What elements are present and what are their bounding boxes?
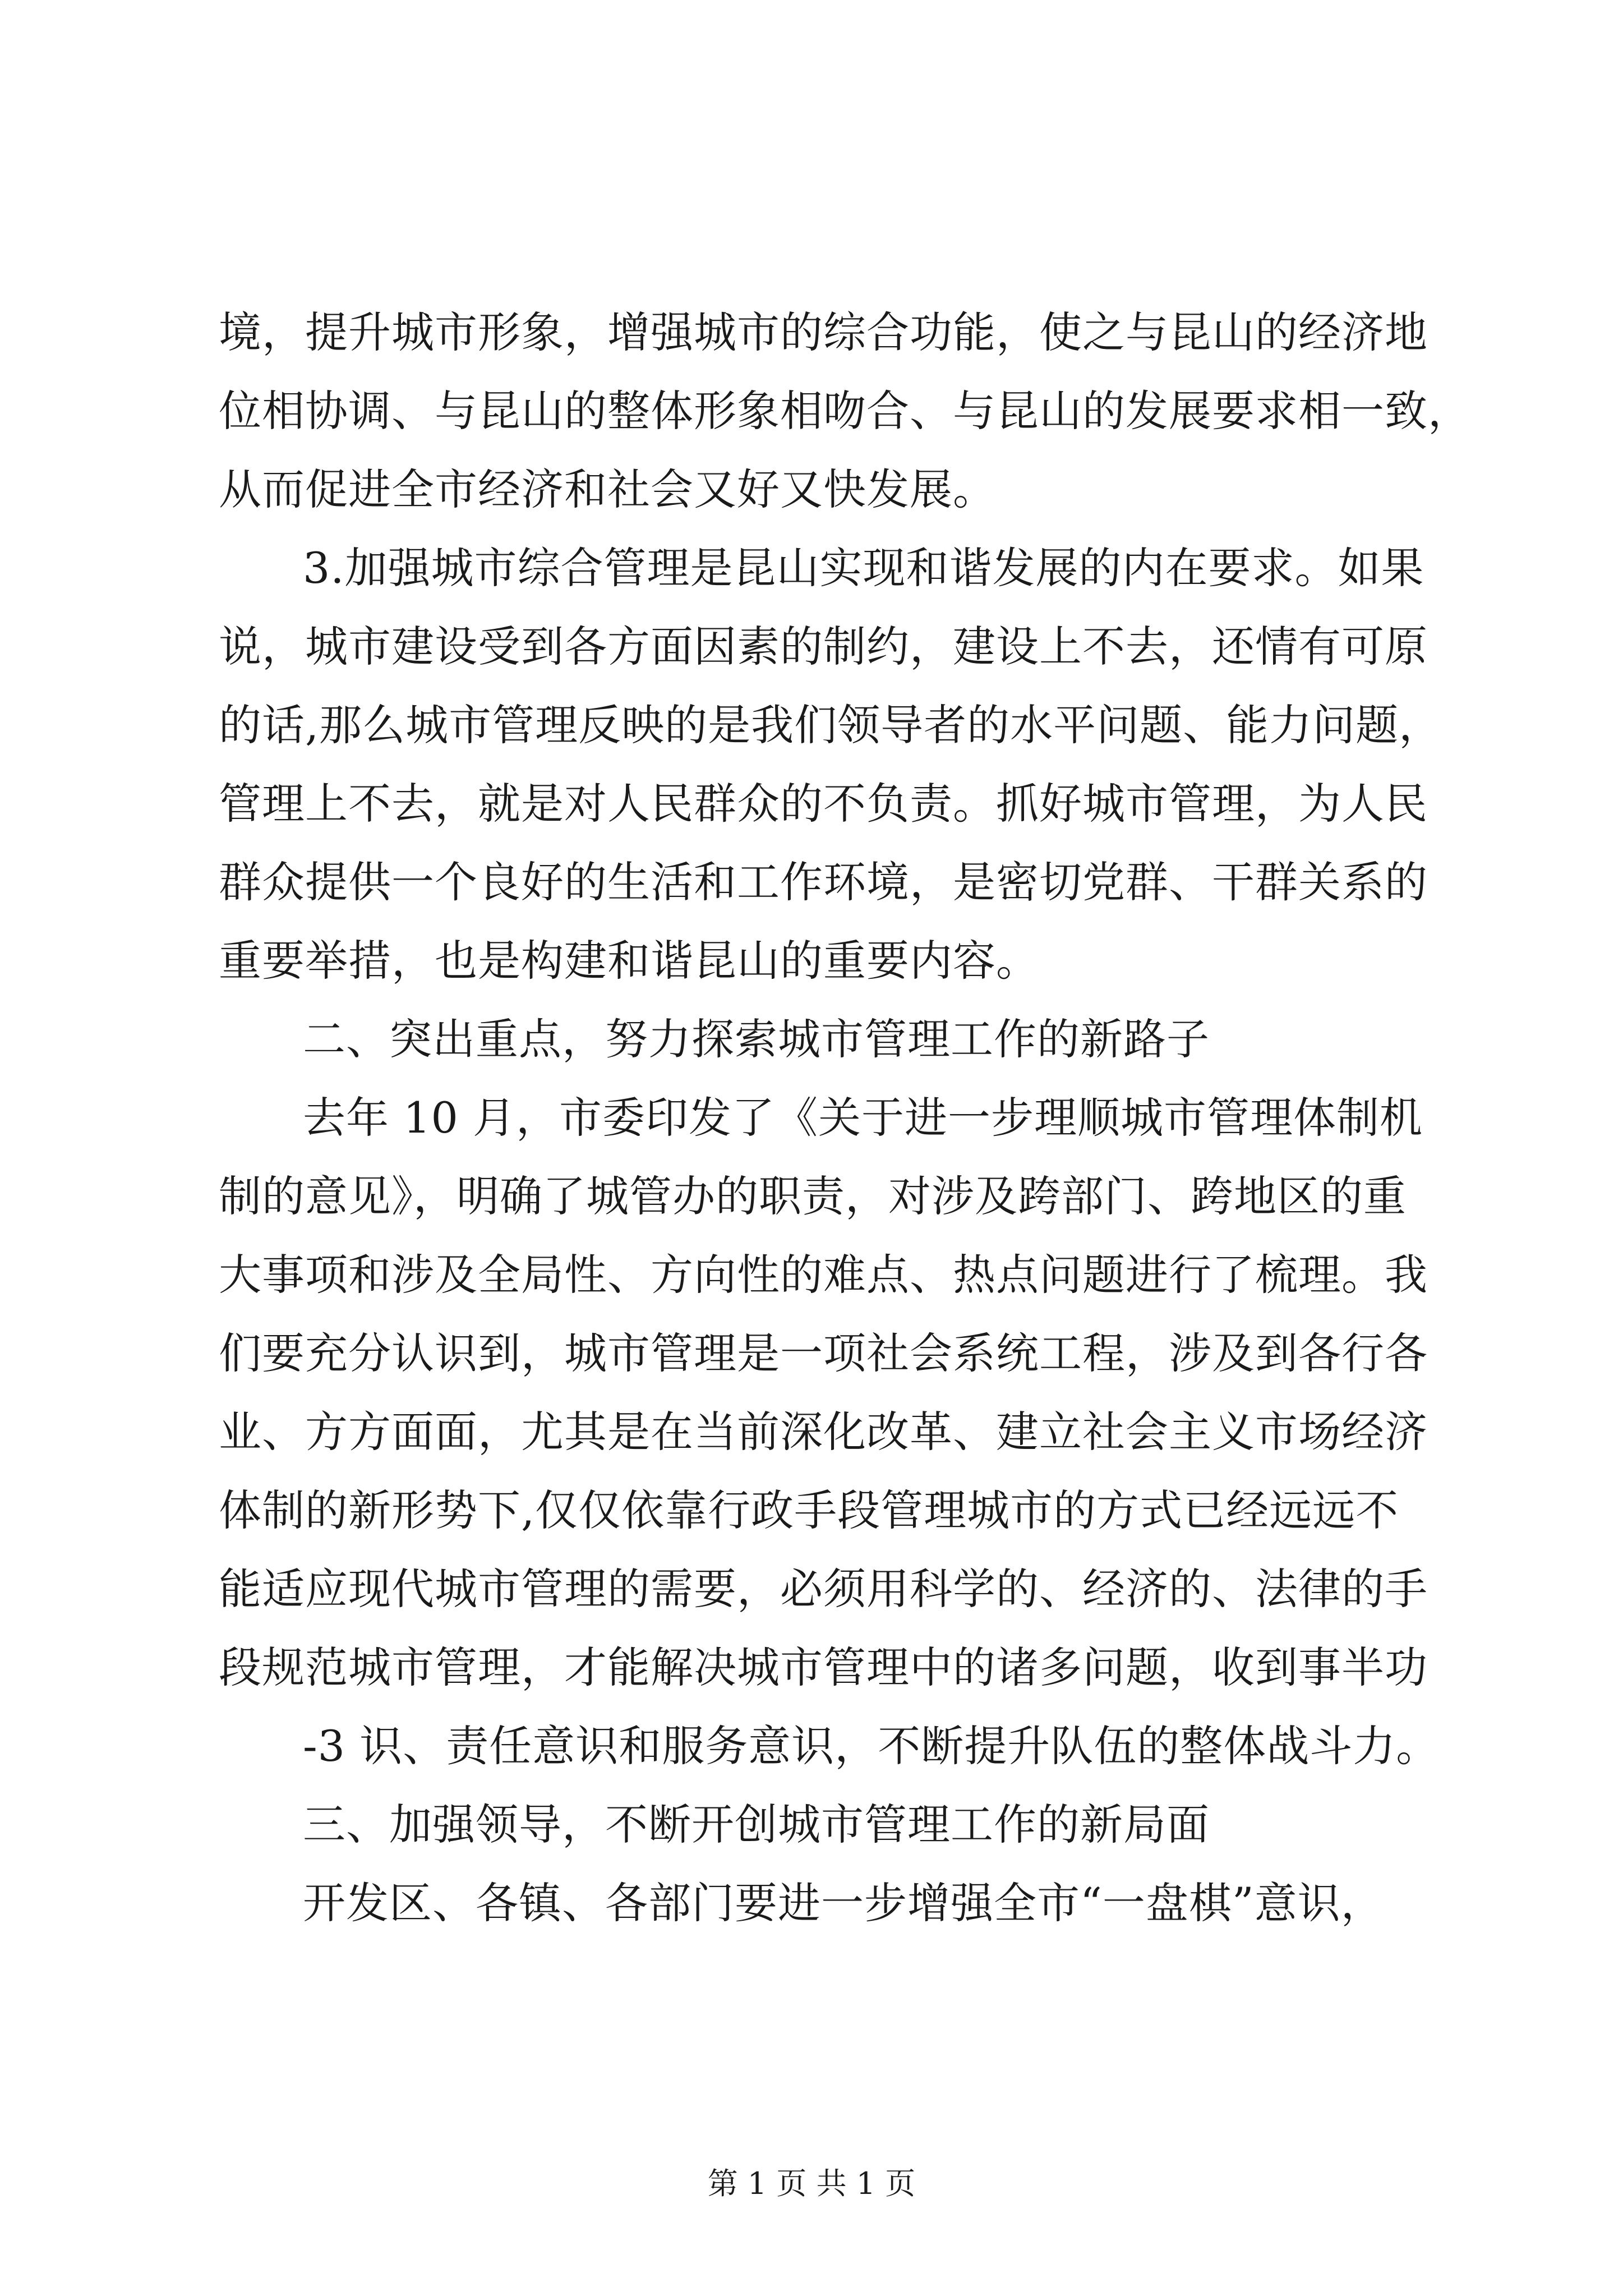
body-line-3: 从而促进全市经济和社会又好又快发展。 bbox=[219, 464, 996, 514]
section-heading-2: 二、突出重点，努力探索城市管理工作的新路子 bbox=[303, 1014, 1210, 1064]
body-line-17: 能适应现代城市管理的需要，必须用科学的、经济的、法律的手 bbox=[219, 1564, 1428, 1614]
body-line-4: 3.加强城市综合管理是昆山实现和谐发展的内在要求。如果 bbox=[303, 543, 1424, 593]
body-line-5: 说，城市建设受到各方面因素的制约，建设上不去，还情有可原 bbox=[219, 622, 1428, 671]
body-line-8: 群众提供一个良好的生活和工作环境，是密切党群、干群关系的 bbox=[219, 857, 1428, 907]
body-line-6: 的话,那么城市管理反映的是我们领导者的水平问题、能力问题， bbox=[219, 700, 1442, 750]
body-line-2: 位相协调、与昆山的整体形象相吻合、与昆山的发展要求相一致， bbox=[219, 386, 1471, 436]
body-line-13: 大事项和涉及全局性、方向性的难点、热点问题进行了梳理。我 bbox=[219, 1250, 1428, 1300]
body-line-9: 重要举措，也是构建和谐昆山的重要内容。 bbox=[219, 936, 1039, 986]
body-line-18: 段规范城市管理，才能解决城市管理中的诸多问题，收到事半功 bbox=[219, 1642, 1428, 1692]
body-line-21: 开发区、各镇、各部门要进一步增强全市“一盘棋”意识， bbox=[303, 1878, 1384, 1928]
body-line-11: 去年 10 月，市委印发了《关于进一步理顺城市管理体制机 bbox=[303, 1093, 1423, 1143]
body-line-14: 们要充分认识到，城市管理是一项社会系统工程，涉及到各行各 bbox=[219, 1328, 1428, 1378]
body-line-15: 业、方方面面，尤其是在当前深化改革、建立社会主义市场经济 bbox=[219, 1407, 1428, 1457]
section-heading-3: 三、加强领导，不断开创城市管理工作的新局面 bbox=[303, 1800, 1210, 1849]
body-line-19: -3 识、责任意识和服务意识，不断提升队伍的整体战斗力。 bbox=[303, 1721, 1440, 1771]
page-footer: 第 1 页 共 1 页 bbox=[707, 2166, 916, 2201]
body-line-7: 管理上不去，就是对人民群众的不负责。抓好城市管理，为人民 bbox=[219, 779, 1428, 829]
body-line-16: 体制的新形势下,仅仅依靠行政手段管理城市的方式已经远远不 bbox=[219, 1485, 1399, 1535]
body-line-1: 境，提升城市形象，增强城市的综合功能，使之与昆山的经济地 bbox=[219, 307, 1428, 357]
body-line-12: 制的意见》，明确了城管办的职责，对涉及跨部门、跨地区的重 bbox=[219, 1171, 1407, 1221]
